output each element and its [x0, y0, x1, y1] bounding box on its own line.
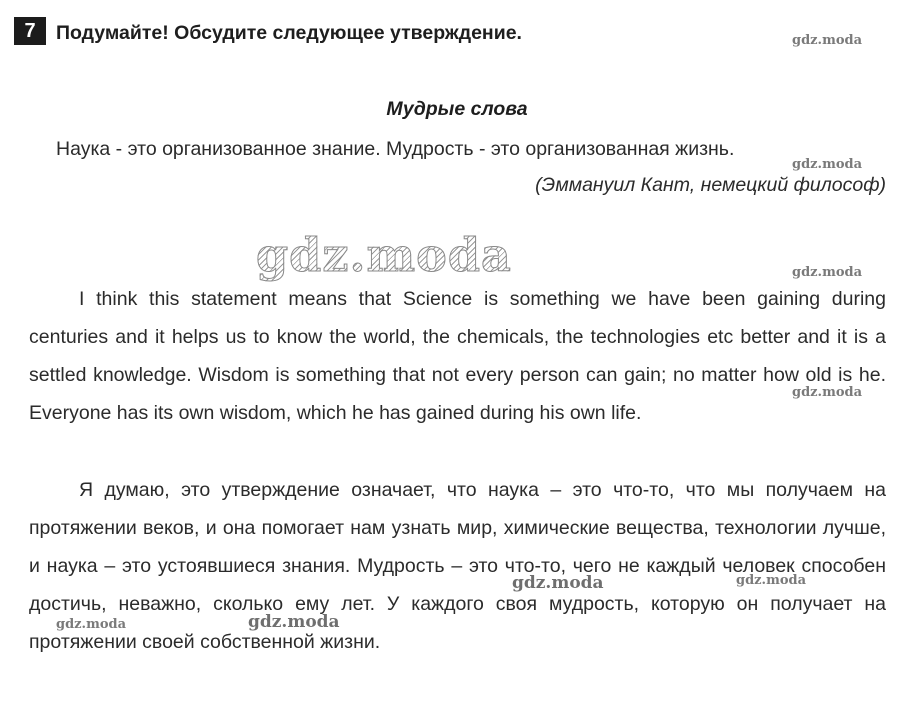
quote-heading: Мудрые слова: [386, 98, 528, 120]
watermark: gdz.moda: [736, 573, 807, 588]
watermark: gdz.moda: [56, 617, 127, 632]
watermark: gdz.moda: [512, 573, 604, 593]
watermark: gdz.moda: [792, 385, 863, 400]
task-title: Подумайте! Обсудите следующее утверждение.: [56, 22, 522, 44]
watermark: gdz.moda: [248, 612, 340, 632]
quote-text: Наука - это организованное знание. Мудрость - это организованная жизнь.: [56, 138, 735, 160]
watermark: gdz.moda: [792, 33, 863, 48]
watermark: gdz.moda: [792, 265, 863, 280]
answer-russian-paragraph: Я думаю, это утверждение означает, что наука – это что-то, что мы получаем на протяжении веков, и она помогает нам узнать мир, химические вещества, технологии лучше, и наука – это устоявшиеся знания. Мудрость – это что-то, чего не каждый человек способен достичь, неважно, сколько ему лет. У каждого своя мудрость, которую он получает на протяжении своей собственной жизни.: [29, 479, 886, 653]
watermark-large: gdz.moda: [256, 228, 512, 282]
task-number-badge: 7: [14, 17, 46, 45]
watermark: gdz.moda: [792, 157, 863, 172]
answer-english-paragraph: I think this statement means that Science is something we have been gaining during centuries and it helps us to know the world, the chemicals, the technologies etc better and it is a settled knowledge. Wisdom is something that not every person can gain; no matter how old is he. Everyone has its own wisdom, which he has gained during his own life.: [29, 288, 886, 424]
quote-author: (Эммануил Кант, немецкий философ): [535, 174, 886, 196]
